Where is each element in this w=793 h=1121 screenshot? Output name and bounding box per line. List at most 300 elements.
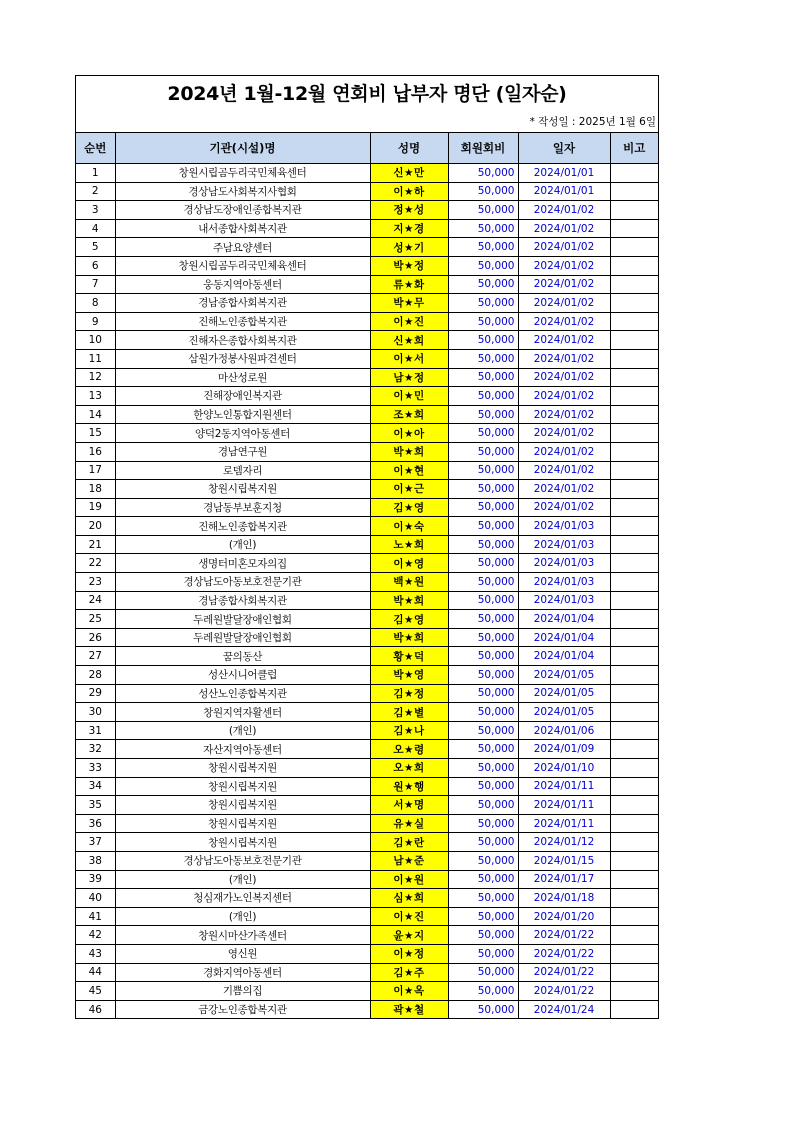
table-row: [76, 907, 658, 926]
row-number: 8: [76, 294, 115, 313]
row-number: 37: [76, 833, 115, 852]
note-cell: [610, 312, 658, 331]
date-cell: 2024/01/22: [518, 982, 610, 1001]
name-cell: 이★진: [370, 312, 448, 331]
date-cell: 2024/01/02: [518, 424, 610, 443]
date-cell: 2024/01/02: [518, 387, 610, 406]
table-row: [76, 628, 658, 647]
header-date: 일자: [518, 133, 610, 164]
row-number: 9: [76, 312, 115, 331]
note-cell: [610, 591, 658, 610]
organization-cell: 금강노인종합복지관: [115, 1000, 370, 1018]
name-cell: 서★명: [370, 796, 448, 815]
table-row: [76, 368, 658, 387]
note-cell: [610, 684, 658, 703]
organization-cell: 경상남도사회복지사협회: [115, 182, 370, 201]
table-row: [76, 1000, 658, 1018]
date-cell: 2024/01/02: [518, 349, 610, 368]
row-number: 19: [76, 498, 115, 517]
date-cell: 2024/01/05: [518, 666, 610, 685]
name-cell: 오★령: [370, 740, 448, 759]
row-number: 35: [76, 796, 115, 815]
fee-cell: 50,000: [448, 219, 518, 238]
organization-cell: 경남종합사회복지관: [115, 591, 370, 610]
table-row: [76, 963, 658, 982]
row-number: 10: [76, 331, 115, 350]
date-cell: 2024/01/20: [518, 907, 610, 926]
row-number: 41: [76, 907, 115, 926]
organization-cell: 창원시립복지원: [115, 833, 370, 852]
organization-cell: 내서종합사회복지관: [115, 219, 370, 238]
organization-cell: 영신원: [115, 944, 370, 963]
note-cell: [610, 889, 658, 908]
fee-cell: 50,000: [448, 796, 518, 815]
organization-cell: 양덕2동지역아동센터: [115, 424, 370, 443]
fee-cell: 50,000: [448, 666, 518, 685]
table-row: [76, 684, 658, 703]
note-cell: [610, 256, 658, 275]
table-row: [76, 833, 658, 852]
date-cell: 2024/01/11: [518, 814, 610, 833]
date-cell: 2024/01/02: [518, 256, 610, 275]
fee-cell: 50,000: [448, 424, 518, 443]
table-row: [76, 982, 658, 1001]
name-cell: 지★경: [370, 219, 448, 238]
date-cell: 2024/01/02: [518, 368, 610, 387]
fee-cell: 50,000: [448, 833, 518, 852]
name-cell: 이★원: [370, 870, 448, 889]
fee-cell: 50,000: [448, 480, 518, 499]
fee-cell: 50,000: [448, 759, 518, 778]
note-cell: [610, 740, 658, 759]
fee-cell: 50,000: [448, 982, 518, 1001]
name-cell: 이★하: [370, 182, 448, 201]
fee-cell: 50,000: [448, 294, 518, 313]
organization-cell: 경화지역아동센터: [115, 963, 370, 982]
date-cell: 2024/01/02: [518, 442, 610, 461]
date-cell: 2024/01/11: [518, 777, 610, 796]
row-number: 17: [76, 461, 115, 480]
name-cell: 이★아: [370, 424, 448, 443]
note-cell: [610, 201, 658, 220]
name-cell: 류★화: [370, 275, 448, 294]
header-no: 순번: [76, 133, 115, 164]
note-cell: [610, 405, 658, 424]
organization-cell: 창원시립복지원: [115, 814, 370, 833]
table-row: [76, 461, 658, 480]
table-row: [76, 703, 658, 722]
note-cell: [610, 480, 658, 499]
row-number: 15: [76, 424, 115, 443]
organization-cell: 경상남도장애인종합복지관: [115, 201, 370, 220]
fee-cell: 50,000: [448, 442, 518, 461]
fee-cell: 50,000: [448, 387, 518, 406]
row-number: 1: [91, 166, 99, 179]
name-cell: 조★희: [370, 405, 448, 424]
organization-cell: 진해자은종합사회복지관: [115, 331, 370, 350]
row-number: 39: [76, 870, 115, 889]
organization-cell: (개인): [115, 535, 370, 554]
name-cell: 성★기: [370, 238, 448, 257]
row-number: 26: [76, 628, 115, 647]
header-organization: 기관(시설)명: [115, 133, 370, 164]
table-row: [76, 387, 658, 406]
table-row: [76, 331, 658, 350]
row-number: 27: [76, 647, 115, 666]
note-cell: [610, 331, 658, 350]
date-cell: 2024/01/04: [518, 628, 610, 647]
organization-cell: 두레원발달장애인협회: [115, 610, 370, 629]
payer-table: [76, 133, 658, 1018]
row-number: 24: [76, 591, 115, 610]
table-row: [76, 926, 658, 945]
table-row: [76, 517, 658, 536]
header-note: 비고: [610, 133, 658, 164]
organization-cell: 로뎀자리: [115, 461, 370, 480]
organization-cell: 경상남도아동보호전문기관: [115, 851, 370, 870]
table-row: [76, 182, 658, 201]
fee-cell: 50,000: [448, 535, 518, 554]
row-number: 22: [76, 554, 115, 573]
organization-cell: 진해노인종합복지관: [115, 517, 370, 536]
row-number: 3: [76, 201, 115, 220]
name-cell: 박★희: [370, 628, 448, 647]
note-cell: [610, 164, 658, 183]
fee-cell: 50,000: [448, 182, 518, 201]
table-row: [76, 610, 658, 629]
fee-cell: 50,000: [448, 591, 518, 610]
organization-cell: 창원시립복지원: [115, 796, 370, 815]
organization-cell: 진해노인종합복지관: [115, 312, 370, 331]
name-cell: 노★희: [370, 535, 448, 554]
row-number: 28: [76, 666, 115, 685]
organization-cell: 두레원발달장애인협회: [115, 628, 370, 647]
header-row: [76, 133, 658, 164]
fee-cell: 50,000: [448, 256, 518, 275]
table-row: [76, 666, 658, 685]
table-row: [76, 424, 658, 443]
name-cell: 이★현: [370, 461, 448, 480]
date-cell: 2024/01/02: [518, 238, 610, 257]
fee-cell: 50,000: [448, 926, 518, 945]
fee-cell: 50,000: [448, 517, 518, 536]
organization-cell: 청심재가노인복지센터: [115, 889, 370, 908]
organization-cell: 기쁨의집: [115, 982, 370, 1001]
row-number: 13: [76, 387, 115, 406]
note-cell: [610, 535, 658, 554]
note-cell: [610, 442, 658, 461]
name-cell: 윤★지: [370, 926, 448, 945]
table-row: [76, 889, 658, 908]
note-cell: [610, 814, 658, 833]
row-number: 31: [76, 721, 115, 740]
fee-cell: 50,000: [448, 461, 518, 480]
note-cell: [610, 721, 658, 740]
name-cell: 이★정: [370, 944, 448, 963]
organization-cell: 진해장애인복지관: [115, 387, 370, 406]
date-cell: 2024/01/03: [518, 535, 610, 554]
organization-cell: 성산시니어클럽: [115, 666, 370, 685]
organization-cell: 창원시마산가족센터: [115, 926, 370, 945]
date-cell: 2024/01/02: [518, 275, 610, 294]
organization-cell: 창원시립복지원: [115, 777, 370, 796]
date-cell: 2024/01/11: [518, 796, 610, 815]
date-cell: 2024/01/15: [518, 851, 610, 870]
date-cell: 2024/01/03: [518, 573, 610, 592]
date-cell: 2024/01/05: [518, 684, 610, 703]
date-cell: 2024/01/12: [518, 833, 610, 852]
date-cell: 2024/01/03: [518, 517, 610, 536]
date-cell: 2024/01/22: [518, 963, 610, 982]
note-cell: [610, 182, 658, 201]
row-number: 45: [76, 982, 115, 1001]
table-row: [76, 238, 658, 257]
name-cell: 이★옥: [370, 982, 448, 1001]
name-cell: 신★만: [370, 164, 448, 183]
table-row: [76, 796, 658, 815]
table-row: [76, 535, 658, 554]
organization-cell: 경남동부보훈지청: [115, 498, 370, 517]
organization-cell: 경남종합사회복지관: [115, 294, 370, 313]
table-row: [76, 480, 658, 499]
table-row: [76, 219, 658, 238]
name-cell: 유★실: [370, 814, 448, 833]
fee-cell: 50,000: [448, 368, 518, 387]
note-cell: [610, 907, 658, 926]
note-cell: [610, 1000, 658, 1018]
name-cell: 박★무: [370, 294, 448, 313]
date-cell: 2024/01/18: [518, 889, 610, 908]
fee-cell: 50,000: [448, 814, 518, 833]
organization-cell: 경상남도아동보호전문기관: [115, 573, 370, 592]
date-cell: 2024/01/02: [518, 405, 610, 424]
table-row: [76, 740, 658, 759]
date-cell: 2024/01/24: [518, 1000, 610, 1018]
note-cell: [610, 275, 658, 294]
date-cell: 2024/01/02: [518, 498, 610, 517]
row-number: 2: [76, 182, 115, 201]
row-number: 6: [76, 256, 115, 275]
date-cell: 2024/01/03: [518, 591, 610, 610]
row-number: 16: [76, 442, 115, 461]
fee-cell: 50,000: [448, 703, 518, 722]
organization-cell: 창원시립복지원: [115, 480, 370, 499]
row-number: 44: [76, 963, 115, 982]
organization-cell: 마산성로원: [115, 368, 370, 387]
date-cell: 2024/01/01: [518, 182, 610, 201]
row-number: 12: [76, 368, 115, 387]
table-row: [76, 312, 658, 331]
row-number: 23: [76, 573, 115, 592]
name-cell: 박★정: [370, 256, 448, 275]
note-cell: [610, 219, 658, 238]
table-row: [76, 201, 658, 220]
fee-cell: 50,000: [448, 349, 518, 368]
fee-cell: 50,000: [448, 870, 518, 889]
row-number: 11: [76, 349, 115, 368]
table-row: [76, 405, 658, 424]
fee-cell: 50,000: [448, 647, 518, 666]
note-cell: [610, 777, 658, 796]
name-cell: 이★영: [370, 554, 448, 573]
fee-cell: 50,000: [448, 554, 518, 573]
note-cell: [610, 666, 658, 685]
date-cell: 2024/01/17: [518, 870, 610, 889]
fee-cell: 50,000: [448, 889, 518, 908]
name-cell: 김★영: [370, 498, 448, 517]
organization-cell: 삼원가정봉사원파견센터: [115, 349, 370, 368]
table-row: [76, 349, 658, 368]
table-body: [76, 164, 658, 1019]
name-cell: 이★숙: [370, 517, 448, 536]
date-cell: 2024/01/10: [518, 759, 610, 778]
row-number: 25: [76, 610, 115, 629]
note-cell: [610, 424, 658, 443]
name-cell: 박★희: [370, 442, 448, 461]
row-number: 5: [76, 238, 115, 257]
name-cell: 백★원: [370, 573, 448, 592]
note-cell: [610, 926, 658, 945]
organization-cell: (개인): [115, 721, 370, 740]
table-row: [76, 759, 658, 778]
fee-cell: 50,000: [448, 963, 518, 982]
row-number: 36: [76, 814, 115, 833]
table-row: [76, 256, 658, 275]
header-name: 성명: [370, 133, 448, 164]
fee-cell: 50,000: [448, 331, 518, 350]
name-cell: 이★진: [370, 907, 448, 926]
fee-cell: 50,000: [448, 684, 518, 703]
note-cell: [610, 628, 658, 647]
date-cell: 2024/01/02: [518, 312, 610, 331]
table-row: [76, 870, 658, 889]
note-cell: [610, 573, 658, 592]
table-row: [76, 275, 658, 294]
row-number: 43: [76, 944, 115, 963]
date-cell: 2024/01/02: [518, 331, 610, 350]
note-cell: [610, 982, 658, 1001]
note-cell: [610, 238, 658, 257]
date-cell: 2024/01/22: [518, 926, 610, 945]
note-cell: [610, 870, 658, 889]
name-cell: 황★덕: [370, 647, 448, 666]
table-row: [76, 164, 658, 183]
name-cell: 박★희: [370, 591, 448, 610]
table-row: [76, 777, 658, 796]
note-cell: [610, 703, 658, 722]
table-row: [76, 721, 658, 740]
row-number: 18: [76, 480, 115, 499]
note-cell: [610, 349, 658, 368]
name-cell: 곽★철: [370, 1000, 448, 1018]
date-cell: 2024/01/09: [518, 740, 610, 759]
name-cell: 남★정: [370, 368, 448, 387]
row-number: 7: [76, 275, 115, 294]
written-date: * 작성일 : 2025년 1월 6일: [76, 112, 658, 133]
fee-cell: 50,000: [448, 721, 518, 740]
fee-cell: 50,000: [448, 740, 518, 759]
name-cell: 이★근: [370, 480, 448, 499]
organization-cell: 웅동지역아동센터: [115, 275, 370, 294]
fee-cell: 50,000: [448, 201, 518, 220]
note-cell: [610, 294, 658, 313]
organization-cell: 경남연구원: [115, 442, 370, 461]
table-header: [76, 133, 658, 164]
fee-cell: 50,000: [448, 498, 518, 517]
organization-cell: 창원시립복지원: [115, 759, 370, 778]
organization-cell: 창원시립곰두리국민체육센터: [115, 256, 370, 275]
row-number: 20: [76, 517, 115, 536]
fee-cell: 50,000: [448, 405, 518, 424]
date-cell: 2024/01/04: [518, 647, 610, 666]
fee-cell: 50,000: [448, 1000, 518, 1018]
fee-cell: 50,000: [448, 573, 518, 592]
note-cell: [610, 647, 658, 666]
organization-cell: (개인): [115, 907, 370, 926]
date-cell: 2024/01/04: [518, 610, 610, 629]
note-cell: [610, 759, 658, 778]
document-title: 2024년 1월-12월 연회비 납부자 명단 (일자순): [167, 83, 567, 105]
organization-cell: 꿈의동산: [115, 647, 370, 666]
row-number: 14: [76, 405, 115, 424]
row-number: 42: [76, 926, 115, 945]
name-cell: 남★준: [370, 851, 448, 870]
name-cell: 김★정: [370, 684, 448, 703]
row-number: 32: [76, 740, 115, 759]
organization-cell: 한양노인통합지원센터: [115, 405, 370, 424]
table-row: [76, 851, 658, 870]
date-cell: 2024/01/22: [518, 944, 610, 963]
date-cell: 2024/01/03: [518, 554, 610, 573]
note-cell: [610, 498, 658, 517]
row-number: 4: [76, 219, 115, 238]
fee-cell: 50,000: [448, 907, 518, 926]
name-cell: 박★영: [370, 666, 448, 685]
table-row: [76, 647, 658, 666]
organization-cell: 주남요양센터: [115, 238, 370, 257]
name-cell: 김★나: [370, 721, 448, 740]
fee-cell: 50,000: [448, 164, 518, 183]
note-cell: [610, 387, 658, 406]
table-row: [76, 944, 658, 963]
row-number: 38: [76, 851, 115, 870]
note-cell: [610, 517, 658, 536]
note-cell: [610, 963, 658, 982]
row-number: 46: [76, 1000, 115, 1018]
date-cell: 2024/01/02: [518, 219, 610, 238]
date-cell: 2024/01/02: [518, 201, 610, 220]
note-cell: [610, 851, 658, 870]
organization-cell: 자산지역아동센터: [115, 740, 370, 759]
row-number: 33: [76, 759, 115, 778]
date-cell: 2024/01/06: [518, 721, 610, 740]
organization-cell: (개인): [115, 870, 370, 889]
fee-cell: 50,000: [448, 777, 518, 796]
table-row: [76, 498, 658, 517]
date-cell: 2024/01/01: [518, 164, 610, 183]
row-number: 30: [76, 703, 115, 722]
organization-cell: 성산노인종합복지관: [115, 684, 370, 703]
date-cell: 2024/01/02: [518, 480, 610, 499]
row-number: 34: [76, 777, 115, 796]
name-cell: 오★희: [370, 759, 448, 778]
row-number: 29: [76, 684, 115, 703]
fee-cell: 50,000: [448, 610, 518, 629]
note-cell: [610, 554, 658, 573]
note-cell: [610, 944, 658, 963]
fee-cell: 50,000: [448, 275, 518, 294]
fee-cell: 50,000: [448, 851, 518, 870]
